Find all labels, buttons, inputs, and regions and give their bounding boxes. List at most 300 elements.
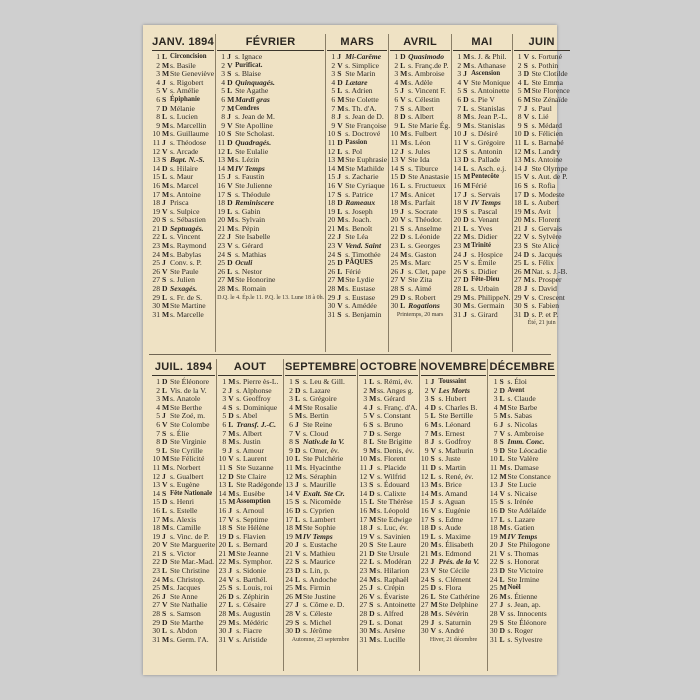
month-column <box>283 359 357 671</box>
weekday-letter: J <box>463 249 467 259</box>
saint-name: Imm. Conc. <box>507 437 545 447</box>
weekday-letter: L <box>430 411 436 421</box>
weekday-letter: D <box>294 445 301 455</box>
day-number: 6 <box>424 419 429 429</box>
saint-name: s. Fabien <box>531 301 559 311</box>
month-name: SEPTEMBRE <box>285 359 356 376</box>
day-row <box>217 242 324 251</box>
day-number: 16 <box>513 180 522 190</box>
saint-name: s. Céleste <box>302 609 333 619</box>
saint-name: Férié <box>471 180 487 190</box>
day-number: 6 <box>493 419 498 429</box>
weekday-letter: M <box>430 540 438 550</box>
saint-name: s. Nicaise <box>507 488 538 498</box>
weekday-letter: M <box>523 94 531 104</box>
saint-name: s. Jacques <box>170 583 201 593</box>
weekday-letter: V <box>463 137 469 147</box>
month-name: JUIN <box>514 34 570 51</box>
saint-name: s. Lézin <box>235 155 260 165</box>
month-name: MAI <box>453 34 510 51</box>
saint-name: s. Albert <box>236 428 262 438</box>
saint-name: Ste Julienne <box>235 180 272 190</box>
saint-name: s. Louis, roi <box>236 583 273 593</box>
month-column <box>419 359 488 671</box>
day-row <box>453 165 510 174</box>
saint-name: s. Stanislas <box>471 103 505 113</box>
day-number: 10 <box>453 129 462 139</box>
saint-name: Prés. de la V. <box>438 557 480 567</box>
saint-name: s. Florent <box>377 454 406 464</box>
day-number: 30 <box>489 626 498 636</box>
day-number: 27 <box>285 600 293 610</box>
weekday-letter: M <box>369 574 377 584</box>
weekday-letter: M <box>523 275 531 285</box>
saint-name: s. Blaise <box>235 69 261 79</box>
saint-name: Ste Lucie <box>507 480 537 490</box>
saint-name: s. Th. d'A. <box>345 103 377 113</box>
day-number: 1 <box>394 52 399 61</box>
day-number: 27 <box>453 275 462 285</box>
weekday-letter: J <box>430 557 435 567</box>
weekday-letter: S <box>499 497 504 507</box>
weekday-letter: L <box>523 258 529 268</box>
day-number: 17 <box>152 514 160 524</box>
weekday-letter: D <box>227 258 233 268</box>
saint-name: s. Michel <box>302 617 332 627</box>
day-number: 1 <box>493 377 498 386</box>
saint-name: Oculi <box>235 258 253 268</box>
day-number: 26 <box>327 266 336 276</box>
day-number: 12 <box>359 471 368 481</box>
saint-name: s. Simplice <box>345 60 379 70</box>
day-number: 18 <box>152 523 160 533</box>
saint-name: Quinquagés. <box>235 77 275 87</box>
weekday-letter: M <box>162 574 170 584</box>
day-number: 20 <box>390 215 399 225</box>
day-number: 12 <box>218 471 227 481</box>
weekday-letter: D <box>162 163 168 173</box>
weekday-letter: S <box>463 266 468 276</box>
weekday-letter: V <box>400 155 406 165</box>
day-list <box>218 378 282 644</box>
month-name: FÉVRIER <box>217 34 324 51</box>
weekday-letter: L <box>430 531 436 541</box>
month-column <box>451 34 511 352</box>
day-number: 16 <box>285 505 293 515</box>
saint-name: Ste Cyriaque <box>345 180 385 190</box>
saint-name: Ste Nathalie <box>170 600 208 610</box>
saint-name: s. Sidonie <box>236 566 267 576</box>
saint-name: s. Fiacre <box>236 626 262 636</box>
day-number: 15 <box>513 172 522 182</box>
day-row <box>152 636 215 645</box>
weekday-letter: M <box>369 566 377 576</box>
weekday-letter: J <box>228 505 232 515</box>
saint-name: s. Faustin <box>235 172 265 182</box>
weekday-letter: M <box>337 223 345 233</box>
day-number: 27 <box>390 275 399 285</box>
saint-name: s. Hubert <box>438 394 467 404</box>
saint-name: s. Alexis <box>170 514 197 524</box>
weekday-letter: D <box>430 462 436 472</box>
day-number: 22 <box>390 232 399 242</box>
saint-name: s. Brice <box>438 480 462 490</box>
saint-name: s. Gualbert <box>170 471 204 481</box>
saint-name: s. Lambert <box>302 514 336 524</box>
saint-name: s. Paul <box>531 103 552 113</box>
weekday-letter: M <box>162 189 170 199</box>
month-column <box>215 34 325 352</box>
weekday-letter: V <box>400 94 406 104</box>
day-number: 14 <box>217 163 226 173</box>
weekday-letter: M <box>523 266 531 276</box>
day-number: 29 <box>513 292 522 302</box>
weekday-letter: L <box>523 137 529 147</box>
weekday-letter: M <box>228 557 236 567</box>
saint-name: s. Éloi <box>507 377 527 386</box>
saint-name: Ste Léa <box>345 232 369 242</box>
day-number: 13 <box>152 155 160 165</box>
day-number: 28 <box>359 609 368 619</box>
weekday-letter: J <box>227 52 231 61</box>
weekday-letter: D <box>337 258 343 268</box>
weekday-letter: D <box>523 309 530 319</box>
weekday-letter: M <box>228 617 236 627</box>
saint-name: s. Antoine <box>531 155 563 165</box>
saint-name: s. Eustase <box>345 292 376 302</box>
weekday-letter: L <box>162 52 168 61</box>
weekday-letter: S <box>294 497 300 507</box>
saint-name: s. Girard <box>471 309 498 319</box>
weekday-letter: V <box>430 385 436 395</box>
saint-name: s. Léonard <box>438 419 471 429</box>
day-number: 25 <box>420 583 429 593</box>
saint-name: s. Raymond <box>170 241 207 251</box>
weekday-letter: V <box>337 241 343 251</box>
saint-name: Prisca <box>170 198 189 208</box>
day-number: 28 <box>152 609 160 619</box>
weekday-letter: M <box>369 626 377 636</box>
weekday-letter: S <box>162 548 167 558</box>
day-number: 28 <box>285 609 293 619</box>
day-row <box>489 636 554 645</box>
weekday-letter: D <box>499 445 505 455</box>
weekday-letter: J <box>463 309 467 319</box>
day-number: 27 <box>359 600 368 610</box>
saint-name: s. Raphaël <box>377 574 409 584</box>
day-number: 23 <box>285 566 293 576</box>
weekday-letter: M <box>337 155 345 165</box>
weekday-letter: D <box>430 523 436 533</box>
weekday-letter: D <box>499 385 505 395</box>
weekday-letter: M <box>369 505 377 515</box>
day-number: 1 <box>457 52 462 61</box>
weekday-letter: D <box>294 626 301 636</box>
day-number: 20 <box>152 540 160 550</box>
saint-name: s. Franç.de P. <box>408 60 449 70</box>
weekday-letter: S <box>228 462 233 472</box>
weekday-letter: L <box>337 86 343 96</box>
weekday-letter: M <box>499 591 507 601</box>
saint-name: s. Amédée <box>345 301 377 311</box>
weekday-letter: D <box>162 284 168 294</box>
day-number: 29 <box>359 617 368 627</box>
weekday-letter: D <box>430 402 436 412</box>
saint-name: s. Abdon <box>170 626 198 636</box>
saint-name: s. Désiré <box>471 129 498 139</box>
saint-name: Ste Cyrille <box>170 445 203 455</box>
weekday-letter: L <box>227 266 233 276</box>
saint-name: s. Irénée <box>507 497 534 507</box>
saint-name: s. Lucille <box>377 634 406 644</box>
saint-name: s. Rémi, év. <box>377 377 413 386</box>
weekday-letter: D <box>162 437 168 447</box>
day-number: 4 <box>394 77 399 87</box>
weekday-letter: S <box>400 103 405 113</box>
saint-name: s. Jean de D. <box>345 112 384 122</box>
saint-name: Fête Nationale <box>170 489 213 497</box>
month-name: AOUT <box>218 359 282 376</box>
weekday-letter: S <box>294 617 300 627</box>
weekday-letter: D <box>337 198 343 208</box>
day-list <box>217 53 324 294</box>
weekday-letter: V <box>294 548 301 558</box>
day-number: 11 <box>390 137 399 147</box>
saint-name: s. Théodose <box>170 137 207 147</box>
weekday-letter: S <box>294 557 300 567</box>
saint-name: s. Mathieu <box>302 548 336 558</box>
day-number: 20 <box>359 540 368 550</box>
saint-name: s. Athanase <box>471 60 506 70</box>
saint-name: Quadragés. <box>235 137 272 147</box>
day-number: 27 <box>489 600 498 610</box>
day-number: 30 <box>152 301 160 311</box>
saint-name: Assomption <box>236 498 271 506</box>
weekday-letter: L <box>369 557 375 567</box>
day-number: 31 <box>489 634 498 644</box>
weekday-letter: M <box>162 129 170 139</box>
saint-name: s. Edme <box>438 514 463 524</box>
day-number: 25 <box>217 258 226 268</box>
saint-name: s. Gérard <box>377 394 405 404</box>
saint-name: Ste Radégonde <box>236 480 282 490</box>
weekday-letter: D <box>294 505 301 515</box>
day-number: 16 <box>152 180 160 190</box>
weekday-letter: D <box>162 103 168 113</box>
saint-name: Noël <box>507 584 521 592</box>
day-number: 26 <box>420 591 429 601</box>
weekday-letter: M <box>523 206 531 216</box>
day-number: 7 <box>331 103 336 113</box>
day-number: 4 <box>289 402 293 412</box>
weekday-letter: D <box>400 232 406 242</box>
weekday-letter: M <box>337 275 345 285</box>
day-number: 31 <box>513 309 522 319</box>
saint-name: s. Théodule <box>235 189 271 199</box>
day-number: 26 <box>217 266 226 276</box>
saint-name: Ste Geneviève <box>170 69 215 79</box>
day-number: 20 <box>513 215 522 225</box>
saint-name: s. Wilfrid <box>377 471 406 481</box>
saint-name: s. Fulbert <box>408 129 437 139</box>
weekday-letter: S <box>400 223 405 233</box>
weekday-letter: L <box>400 120 406 130</box>
day-number: 9 <box>156 120 160 130</box>
day-number: 11 <box>152 462 160 472</box>
day-number: 8 <box>363 437 368 447</box>
weekday-letter: D <box>499 566 505 576</box>
day-number: 24 <box>453 249 462 259</box>
day-number: 5 <box>394 86 399 96</box>
weekday-letter: D <box>162 223 168 233</box>
day-number: 13 <box>420 480 429 490</box>
day-number: 17 <box>218 514 227 524</box>
day-number: 26 <box>489 591 498 601</box>
day-number: 30 <box>513 301 522 311</box>
saint-name: s. Côme e. D. <box>302 600 345 610</box>
saint-name: Ste Lydie <box>345 275 375 285</box>
weekday-letter: S <box>162 275 167 285</box>
day-number: 24 <box>285 574 293 584</box>
weekday-letter: J <box>499 419 504 429</box>
weekday-letter: S <box>162 215 167 225</box>
day-number: 15 <box>390 172 399 182</box>
saint-name: Nat. s. J.-B. <box>531 266 568 276</box>
weekday-letter: D <box>227 198 233 208</box>
day-number: 3 <box>331 69 336 79</box>
saint-name: s. Barthél. <box>236 574 268 584</box>
saint-name: s. Marc <box>408 258 431 268</box>
saint-name: s. Lié <box>531 112 549 122</box>
weekday-letter: L <box>162 626 168 636</box>
day-number: 19 <box>152 531 160 541</box>
saint-name: s. Théodor. <box>408 215 442 225</box>
saint-name: s. Gervais <box>531 223 562 233</box>
weekday-letter: J <box>499 540 504 550</box>
weekday-letter: J <box>162 258 166 268</box>
weekday-letter: D <box>463 275 469 285</box>
weekday-letter: M <box>523 146 531 156</box>
day-number: 21 <box>359 548 368 558</box>
day-number: 7 <box>363 428 368 438</box>
saint-name: s. Léopold <box>377 505 410 515</box>
day-number: 7 <box>156 428 160 438</box>
day-row <box>152 311 214 320</box>
saint-name: s. Clément <box>438 574 471 584</box>
saint-name: s. Guillaume <box>170 129 209 139</box>
day-number: 4 <box>156 402 160 412</box>
day-number: 11 <box>327 137 336 147</box>
saint-name: s. Joseph <box>345 206 373 216</box>
day-number: 12 <box>453 146 462 156</box>
saint-name: s. Germ. l'A. <box>170 634 209 644</box>
saint-name: Ste Florence <box>531 86 570 96</box>
weekday-letter: M <box>499 462 507 472</box>
saint-name: s. Tiburce <box>408 163 439 173</box>
saint-name: s. Lucien <box>170 112 198 122</box>
month-column <box>512 34 571 352</box>
weekday-letter: M <box>463 120 471 130</box>
saint-name: Ste Christine <box>170 566 210 576</box>
saint-name: s. Venant <box>471 215 499 225</box>
day-number: 20 <box>489 540 498 550</box>
day-number: 17 <box>489 514 498 524</box>
saint-name: s. Léonide <box>408 232 440 242</box>
weekday-letter: J <box>162 411 166 421</box>
day-number: 29 <box>152 292 160 302</box>
day-number: 3 <box>394 69 399 79</box>
weekday-letter: L <box>162 505 168 515</box>
day-number: 15 <box>327 172 336 182</box>
saint-name: s. Grégoire <box>302 394 337 404</box>
day-number: 25 <box>453 258 462 268</box>
saint-name: Ste Anne <box>170 591 198 601</box>
weekday-letter: M <box>162 634 170 644</box>
weekday-letter: M <box>294 462 303 472</box>
weekday-letter: J <box>162 198 166 208</box>
weekday-letter: M <box>294 583 303 593</box>
saint-name: Ste Éléonore <box>507 617 547 627</box>
weekday-letter: S <box>337 309 342 319</box>
saint-name: s. Parfait <box>408 198 436 208</box>
day-number: 18 <box>218 523 227 533</box>
saint-name: Ste Virginie <box>170 437 207 447</box>
weekday-letter: V <box>523 172 530 182</box>
day-number: 4 <box>331 77 336 87</box>
weekday-letter: S <box>162 94 167 104</box>
weekday-letter: D <box>430 583 436 593</box>
day-number: 9 <box>493 445 498 455</box>
saint-name: Ste Françoise <box>345 120 387 130</box>
saint-name: Rameaux <box>345 198 376 208</box>
day-row <box>217 199 324 208</box>
weekday-letter: J <box>162 591 166 601</box>
weekday-letter: L <box>369 377 375 386</box>
saint-name: Ste Isabelle <box>235 232 271 242</box>
saint-name: Exalt. Ste Cr. <box>302 488 345 498</box>
weekday-letter: V <box>294 488 301 498</box>
saint-name: s. Martin <box>438 462 466 472</box>
day-number: 8 <box>222 437 227 447</box>
saint-name: Ste Eulalie <box>235 146 269 156</box>
saint-name: s. Marcel <box>170 180 199 190</box>
day-number: 1 <box>424 377 429 386</box>
day-number: 3 <box>363 394 368 404</box>
day-number: 11 <box>453 137 462 147</box>
day-number: 24 <box>327 249 336 259</box>
saint-name: s. Fr. de S. <box>170 292 203 302</box>
weekday-letter: M <box>337 284 345 294</box>
weekday-letter: L <box>430 471 436 481</box>
day-number: 19 <box>359 531 368 541</box>
weekday-letter: L <box>294 514 301 524</box>
weekday-letter: M <box>499 411 507 421</box>
weekday-letter: S <box>337 189 342 199</box>
month-name: OCTOBRE <box>359 359 417 376</box>
day-number: 15 <box>489 497 498 507</box>
day-row <box>453 233 510 242</box>
saint-name: Ste Pulchérie <box>302 454 344 464</box>
day-number: 22 <box>152 557 160 567</box>
weekday-letter: J <box>400 266 404 276</box>
saint-name: Ste Valère <box>507 454 539 464</box>
saint-name: s. Thomas <box>507 548 539 558</box>
saint-name: Mélanie <box>170 103 195 113</box>
day-number: 16 <box>327 180 336 190</box>
saint-name: Passion <box>345 138 368 146</box>
weekday-letter: D <box>499 505 505 515</box>
weekday-letter: J <box>337 52 341 61</box>
